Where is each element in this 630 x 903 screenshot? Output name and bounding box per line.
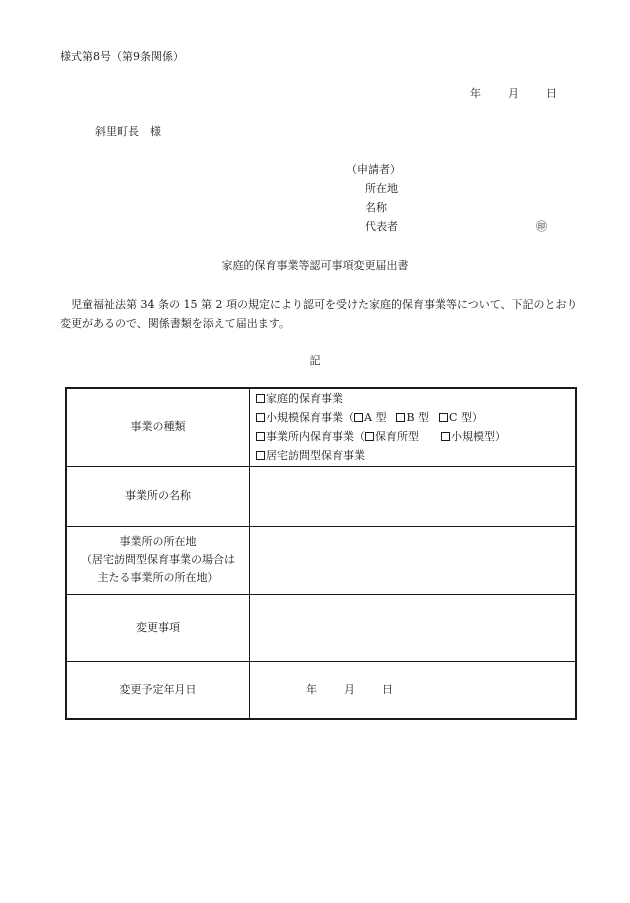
applicant-label: （申請者） (346, 163, 401, 176)
facility-address-label: 事業所の所在地 （居宅訪問型保育事業の場合は 主たる事業所の所在地） (66, 526, 250, 594)
change-date-value[interactable] (250, 661, 577, 719)
addressee: 斜里町長 様 (95, 125, 161, 138)
submission-date (470, 87, 557, 101)
change-date-year: 年 (306, 683, 317, 697)
table-row (66, 526, 576, 594)
option-home-visit: 居宅訪問型保育事業 (256, 446, 575, 465)
checkbox-home-visit[interactable] (256, 451, 265, 460)
change-items-value[interactable] (250, 594, 577, 661)
change-info-table (65, 387, 577, 720)
date-year-label: 年 (470, 87, 481, 100)
change-items-label: 変更事項 (66, 594, 250, 661)
checkbox-small-type[interactable] (441, 432, 450, 441)
applicant-name-label: 名称 (365, 201, 387, 214)
checkbox-type-a[interactable] (354, 413, 363, 422)
business-type-label: 事業の種類 (66, 388, 250, 466)
checkbox-nursery-type[interactable] (365, 432, 374, 441)
option-workplace: 事業所内保育事業（ 保育所型 小規模型） (256, 427, 575, 446)
date-month-label: 月 (508, 87, 519, 100)
checkbox-family-daycare[interactable] (256, 394, 265, 403)
change-date-label: 変更予定年月日 (66, 661, 250, 719)
document-title: 家庭的保育事業等認可事項変更届出書 (221, 259, 409, 272)
business-type-options (250, 388, 577, 466)
form-number: 様式第8号（第9条関係） (60, 50, 184, 63)
seal-mark: ㊞ (536, 220, 547, 233)
option-small-scale: 小規模保育事業（ A 型 B 型 C 型） (256, 408, 575, 427)
table-row (66, 466, 576, 526)
checkbox-type-c[interactable] (439, 413, 448, 422)
facility-name-label: 事業所の名称 (66, 466, 250, 526)
date-day-label: 日 (546, 87, 557, 100)
checkbox-small-scale[interactable] (256, 413, 265, 422)
checkbox-workplace[interactable] (256, 432, 265, 441)
table-row (66, 594, 576, 661)
facility-name-value[interactable] (250, 466, 577, 526)
change-date-month: 月 (344, 683, 355, 697)
option-family-daycare: 家庭的保育事業 (256, 389, 575, 408)
applicant-representative-label: 代表者 (365, 220, 398, 233)
checkbox-type-b[interactable] (396, 413, 405, 422)
facility-address-value[interactable] (250, 526, 577, 594)
ki-heading: 記 (309, 354, 321, 367)
table-row (66, 388, 576, 466)
change-date-day: 日 (382, 683, 393, 697)
body-paragraph: 児童福祉法第 34 条の 15 第 2 項の規定により認可を受けた家庭的保育事業等について、下記のとおり変更があるので、関係書類を添えて届出ます。 (60, 298, 578, 330)
applicant-location-label: 所在地 (365, 182, 398, 195)
table-row (66, 661, 576, 719)
